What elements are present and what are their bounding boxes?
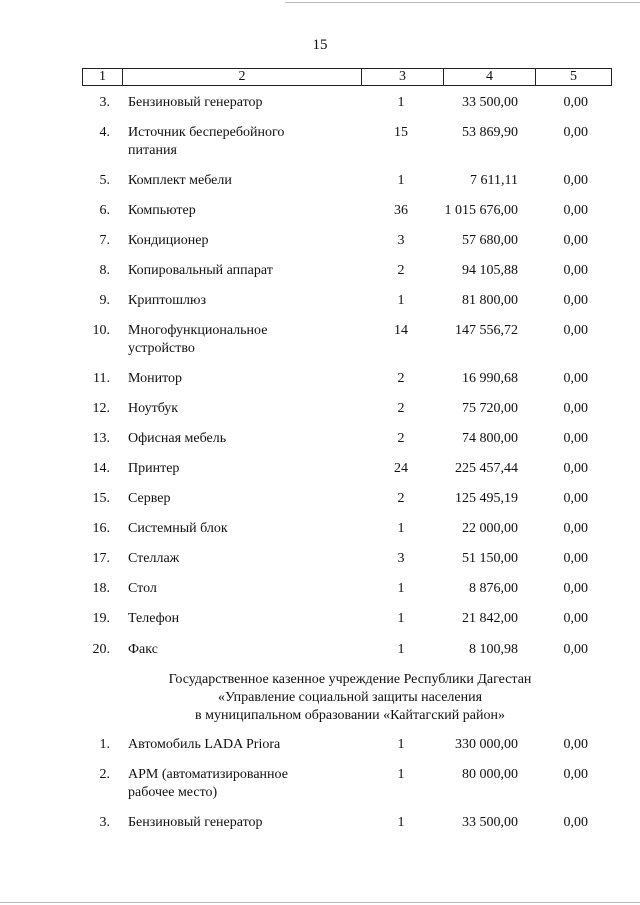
item-name-line: Автомобиль LADA Priora <box>128 737 281 752</box>
item-residual: 0,00 <box>563 642 588 657</box>
item-residual: 0,00 <box>563 461 588 476</box>
item-cost: 330 000,00 <box>455 737 518 752</box>
table-header <box>82 68 612 86</box>
row-number: 8. <box>99 263 110 278</box>
item-cost: 8 100,98 <box>469 642 518 657</box>
row-number: 11. <box>93 371 110 386</box>
item-cost: 1 015 676,00 <box>444 203 518 218</box>
row-number: 17. <box>92 551 110 566</box>
row-number: 16. <box>92 521 110 536</box>
item-quantity: 2 <box>397 431 405 446</box>
item-cost: 22 000,00 <box>462 521 518 536</box>
item-name-line: рабочее место) <box>128 785 218 800</box>
item-cost: 21 842,00 <box>462 611 518 626</box>
item-name <box>128 520 358 538</box>
item-quantity: 1 <box>397 815 405 830</box>
item-name <box>128 262 358 280</box>
header-col-2: 2 <box>122 69 361 85</box>
item-name <box>128 94 358 112</box>
header-col-3: 3 <box>361 69 443 85</box>
item-name <box>128 202 358 220</box>
header-col-4: 4 <box>443 69 535 85</box>
item-quantity: 1 <box>397 581 405 596</box>
item-residual: 0,00 <box>563 401 588 416</box>
item-name <box>128 610 358 628</box>
row-number: 15. <box>92 491 110 506</box>
row-number: 20. <box>92 642 110 657</box>
item-name <box>128 550 358 568</box>
organization-heading <box>100 671 600 725</box>
item-cost: 94 105,88 <box>462 263 518 278</box>
row-number: 1. <box>99 737 110 752</box>
item-quantity: 1 <box>397 521 405 536</box>
item-quantity: 2 <box>397 401 405 416</box>
item-quantity: 14 <box>394 323 408 338</box>
item-name-line: Копировальный аппарат <box>128 263 273 278</box>
item-quantity: 2 <box>397 491 405 506</box>
item-name-line: Источник бесперебойного <box>128 125 285 140</box>
item-residual: 0,00 <box>563 125 588 140</box>
row-number: 5. <box>99 173 110 188</box>
item-name <box>128 430 358 448</box>
item-quantity: 2 <box>397 263 405 278</box>
row-number: 12. <box>92 401 110 416</box>
item-cost: 8 876,00 <box>469 581 518 596</box>
item-quantity: 36 <box>394 203 408 218</box>
item-name-line: Телефон <box>128 611 180 626</box>
top-edge-line <box>285 2 640 3</box>
item-cost: 16 990,68 <box>462 371 518 386</box>
item-cost: 33 500,00 <box>462 95 518 110</box>
item-name-line: Монитор <box>128 371 183 386</box>
item-name <box>128 460 358 478</box>
item-cost: 225 457,44 <box>455 461 518 476</box>
item-residual: 0,00 <box>563 581 588 596</box>
item-cost: 53 869,90 <box>462 125 518 140</box>
item-name-line: Многофункциональное <box>128 323 268 338</box>
item-name <box>128 736 358 754</box>
item-name-line: Компьютер <box>128 203 196 218</box>
item-quantity: 2 <box>397 371 405 386</box>
item-name-line: Комплект мебели <box>128 173 232 188</box>
row-number: 9. <box>99 293 110 308</box>
item-name <box>128 580 358 598</box>
item-name-line: Стеллаж <box>128 551 180 566</box>
item-residual: 0,00 <box>563 431 588 446</box>
item-cost: 74 800,00 <box>462 431 518 446</box>
item-quantity: 3 <box>397 233 405 248</box>
item-residual: 0,00 <box>563 293 588 308</box>
header-col-1: 1 <box>99 69 106 84</box>
row-number: 3. <box>99 95 110 110</box>
row-number: 2. <box>99 767 110 782</box>
item-residual: 0,00 <box>563 611 588 626</box>
item-cost: 125 495,19 <box>455 491 518 506</box>
item-residual: 0,00 <box>563 203 588 218</box>
item-quantity: 1 <box>397 611 405 626</box>
row-number: 13. <box>92 431 110 446</box>
row-number: 3. <box>99 815 110 830</box>
item-cost: 81 800,00 <box>462 293 518 308</box>
item-residual: 0,00 <box>563 551 588 566</box>
item-name <box>128 124 358 160</box>
item-name-line: Кондиционер <box>128 233 209 248</box>
row-number: 10. <box>92 323 110 338</box>
row-number: 7. <box>99 233 110 248</box>
item-name-line: питания <box>128 143 177 158</box>
item-residual: 0,00 <box>563 233 588 248</box>
item-quantity: 1 <box>397 293 405 308</box>
item-quantity: 3 <box>397 551 405 566</box>
item-name <box>128 814 358 832</box>
item-name-line: Ноутбук <box>128 401 179 416</box>
item-cost: 80 000,00 <box>462 767 518 782</box>
bottom-edge-line <box>0 902 640 903</box>
item-name <box>128 292 358 310</box>
item-name-line: Бензиновый генератор <box>128 815 263 830</box>
organization-line: «Управление социальной защиты населения <box>217 690 483 705</box>
item-residual: 0,00 <box>563 323 588 338</box>
item-quantity: 1 <box>397 95 405 110</box>
item-name <box>128 766 358 802</box>
item-cost: 51 150,00 <box>462 551 518 566</box>
item-residual: 0,00 <box>563 263 588 278</box>
item-name-line: АРМ (автоматизированное <box>128 767 288 782</box>
item-name <box>128 172 358 190</box>
item-name <box>128 370 358 388</box>
item-residual: 0,00 <box>563 767 588 782</box>
item-name <box>128 490 358 508</box>
item-residual: 0,00 <box>563 371 588 386</box>
item-residual: 0,00 <box>563 737 588 752</box>
item-name <box>128 232 358 250</box>
organization-line: в муниципальном образовании «Кайтагский район» <box>195 708 505 723</box>
item-residual: 0,00 <box>563 521 588 536</box>
item-name-line: устройство <box>128 341 195 356</box>
item-name-line: Бензиновый генератор <box>128 95 263 110</box>
item-quantity: 1 <box>397 173 405 188</box>
item-name-line: Офисная мебель <box>128 431 227 446</box>
row-number: 18. <box>92 581 110 596</box>
item-quantity: 24 <box>394 461 408 476</box>
item-quantity: 1 <box>397 642 405 657</box>
item-quantity: 15 <box>394 125 408 140</box>
item-cost: 57 680,00 <box>462 233 518 248</box>
item-name <box>128 322 358 358</box>
item-residual: 0,00 <box>563 173 588 188</box>
item-name-line: Криптошлюз <box>128 293 207 308</box>
item-cost: 75 720,00 <box>462 401 518 416</box>
item-quantity: 1 <box>397 767 405 782</box>
row-number: 14. <box>92 461 110 476</box>
row-number: 6. <box>99 203 110 218</box>
item-name <box>128 400 358 418</box>
item-name-line: Факс <box>128 642 158 657</box>
item-cost: 33 500,00 <box>462 815 518 830</box>
item-residual: 0,00 <box>563 491 588 506</box>
item-name-line: Системный блок <box>128 521 228 536</box>
item-quantity: 1 <box>397 737 405 752</box>
item-cost: 147 556,72 <box>455 323 518 338</box>
item-name <box>128 641 358 659</box>
item-name-line: Стол <box>128 581 157 596</box>
organization-line: Государственное казенное учреждение Республики Дагестан <box>168 672 532 687</box>
item-cost: 7 611,11 <box>470 173 518 188</box>
row-number: 19. <box>92 611 110 626</box>
item-name-line: Сервер <box>128 491 171 506</box>
page-number: 15 <box>312 37 328 53</box>
header-col-5: 5 <box>535 69 611 85</box>
item-residual: 0,00 <box>563 95 588 110</box>
row-number: 4. <box>99 125 110 140</box>
item-name-line: Принтер <box>128 461 180 476</box>
item-residual: 0,00 <box>563 815 588 830</box>
